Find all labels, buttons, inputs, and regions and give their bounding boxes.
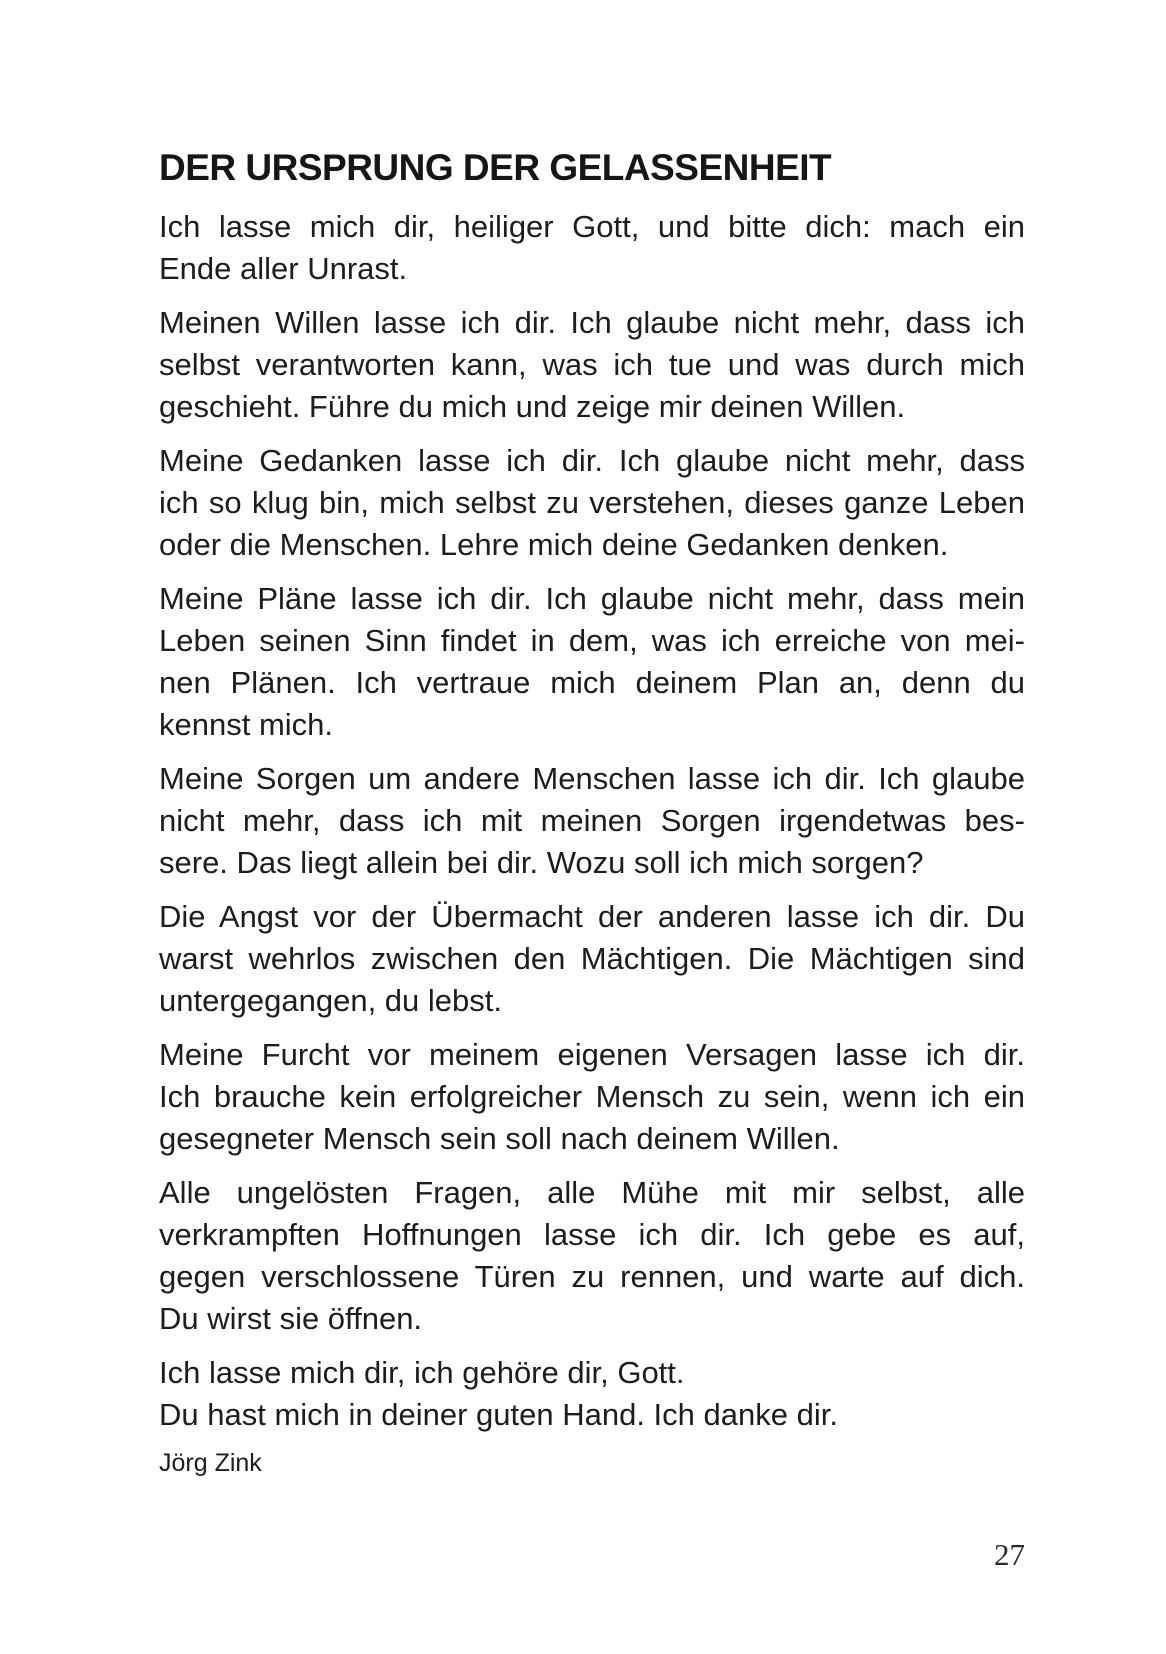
text-line: gesegneter Mensch sein soll nach deinem Willen. bbox=[159, 1121, 840, 1156]
text-line: Meine Furcht vor meinem eigenen Versagen lasse ich dir. bbox=[159, 1037, 1025, 1072]
text-line: verkrampften Hoffnungen lasse ich dir. Ich gebe es auf, bbox=[159, 1217, 1025, 1252]
text-line: oder die Menschen. Lehre mich deine Gedanken denken. bbox=[159, 527, 949, 562]
text-line: warst wehrlos zwischen den Mächtigen. Die Mächtigen sind bbox=[159, 941, 1025, 976]
text-line: Ich brauche kein erfolgreicher Mensch zu sein, wenn ich ein bbox=[159, 1079, 1025, 1114]
book-page-content bbox=[159, 146, 1025, 1478]
text-line: gegen verschlossene Türen zu rennen, und warte auf dich. bbox=[159, 1259, 1025, 1294]
paragraph bbox=[159, 1034, 1025, 1160]
text-line: Leben seinen Sinn findet in dem, was ich erreiche von mei- bbox=[159, 623, 1025, 658]
text-line: kennst mich. bbox=[159, 707, 334, 742]
text-line: Meine Gedanken lasse ich dir. Ich glaube nicht mehr, dass bbox=[159, 443, 1025, 478]
text-line: Meine Pläne lasse ich dir. Ich glaube nicht mehr, dass mein bbox=[159, 581, 1025, 616]
prayer-text-body bbox=[159, 206, 1025, 1436]
text-line: ich so klug bin, mich selbst zu verstehen, dieses ganze Leben bbox=[159, 485, 1025, 520]
text-line: geschieht. Führe du mich und zeige mir deinen Willen. bbox=[159, 389, 906, 424]
paragraph bbox=[159, 758, 1025, 884]
text-line: Ende aller Unrast. bbox=[159, 251, 408, 286]
paragraph bbox=[159, 578, 1025, 746]
paragraph bbox=[159, 206, 1025, 290]
text-line: selbst verantworten kann, was ich tue und was durch mich bbox=[159, 347, 1025, 382]
text-line: sere. Das liegt allein bei dir. Wozu soll ich mich sorgen? bbox=[159, 845, 924, 880]
text-line: Ich lasse mich dir, heiliger Gott, und bitte dich: mach ein bbox=[159, 209, 1025, 244]
author-name: Jörg Zink bbox=[159, 1449, 262, 1477]
page-number: 27 bbox=[994, 1537, 1025, 1572]
paragraph bbox=[159, 302, 1025, 428]
paragraph bbox=[159, 896, 1025, 1022]
text-line: Meine Sorgen um andere Menschen lasse ich dir. Ich glaube bbox=[159, 761, 1025, 796]
text-line: untergegangen, du lebst. bbox=[159, 983, 502, 1018]
text-line: Alle ungelösten Fragen, alle Mühe mit mir selbst, alle bbox=[159, 1175, 1025, 1210]
text-line: nen Plänen. Ich vertraue mich deinem Plan an, denn du bbox=[159, 665, 1025, 700]
paragraph bbox=[159, 1352, 1025, 1436]
paragraph bbox=[159, 440, 1025, 566]
text-line: Ich lasse mich dir, ich gehöre dir, Gott. bbox=[159, 1355, 685, 1390]
page-title: DER URSPRUNG DER GELASSENHEIT bbox=[159, 147, 832, 188]
text-line: Du hast mich in deiner guten Hand. Ich danke dir. bbox=[159, 1397, 838, 1432]
paragraph bbox=[159, 1172, 1025, 1340]
text-line: nicht mehr, dass ich mit meinen Sorgen irgendetwas bes- bbox=[159, 803, 1025, 838]
text-line: Meinen Willen lasse ich dir. Ich glaube nicht mehr, dass ich bbox=[159, 305, 1025, 340]
text-line: Du wirst sie öffnen. bbox=[159, 1301, 423, 1336]
text-line: Die Angst vor der Übermacht der anderen lasse ich dir. Du bbox=[159, 899, 1025, 934]
